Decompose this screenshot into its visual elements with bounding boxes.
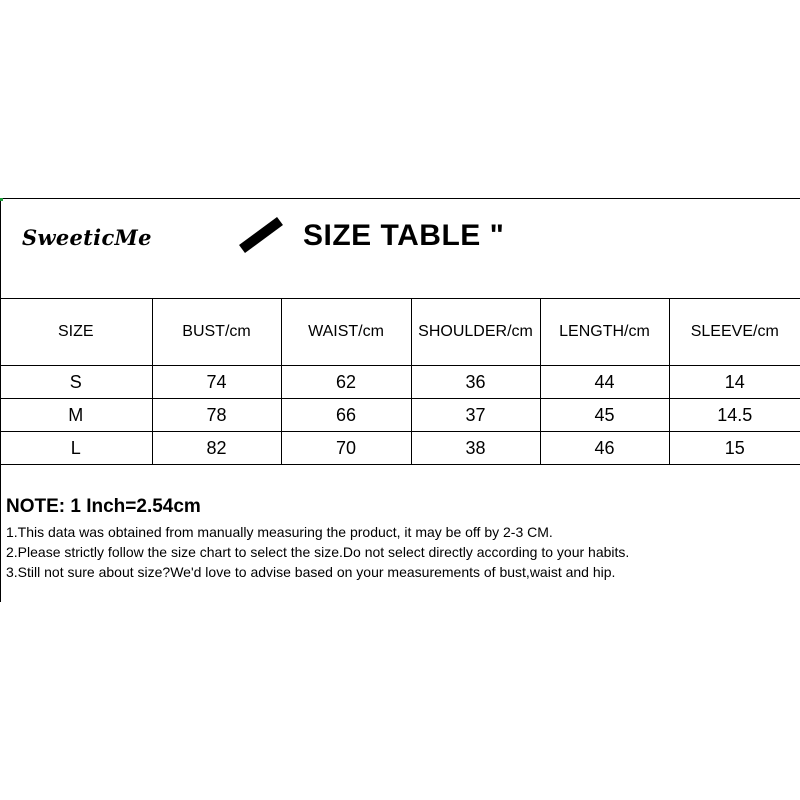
size-chart-card [0, 198, 800, 602]
table-cell: 14.5 [669, 399, 800, 432]
column-header-shoulder: SHOULDER/cm [411, 299, 540, 366]
notes-section [6, 495, 796, 582]
table-cell: 44 [540, 366, 669, 399]
table-row [0, 399, 800, 432]
table-cell: L [0, 432, 152, 465]
slash-bar-icon [236, 215, 286, 255]
table-row [0, 432, 800, 465]
table-cell: S [0, 366, 152, 399]
column-header-length: LENGTH/cm [540, 299, 669, 366]
column-header-waist: WAIST/cm [281, 299, 411, 366]
table-cell: 14 [669, 366, 800, 399]
table-cell: 62 [281, 366, 411, 399]
table-cell: 36 [411, 366, 540, 399]
size-table [0, 298, 800, 465]
page-title: SIZE TABLE " [303, 219, 505, 252]
table-cell: 74 [152, 366, 281, 399]
table-cell: 46 [540, 432, 669, 465]
table-cell: 45 [540, 399, 669, 432]
note-title: NOTE: 1 Inch=2.54cm [6, 496, 201, 517]
table-cell: 70 [281, 432, 411, 465]
table-cell: 78 [152, 399, 281, 432]
table-cell: 82 [152, 432, 281, 465]
table-cell: 37 [411, 399, 540, 432]
note-line: 2.Please strictly follow the size chart to select the size.Do not select directly according to your habits. [6, 544, 630, 560]
column-header-size: SIZE [0, 299, 152, 366]
table-cell: M [0, 399, 152, 432]
note-line: 1.This data was obtained from manually measuring the product, it may be off by 2-3 CM. [6, 524, 553, 540]
note-line: 3.Still not sure about size?We'd love to advise based on your measurements of bust,waist and hip. [6, 564, 616, 580]
column-header-sleeve: SLEEVE/cm [669, 299, 800, 366]
table-row [0, 366, 800, 399]
table-cell: 15 [669, 432, 800, 465]
column-header-bust: BUST/cm [152, 299, 281, 366]
table-cell: 66 [281, 399, 411, 432]
brand-logo: SweeticMe [22, 225, 152, 250]
header [0, 199, 800, 297]
table-cell: 38 [411, 432, 540, 465]
table-header-row [0, 299, 800, 366]
